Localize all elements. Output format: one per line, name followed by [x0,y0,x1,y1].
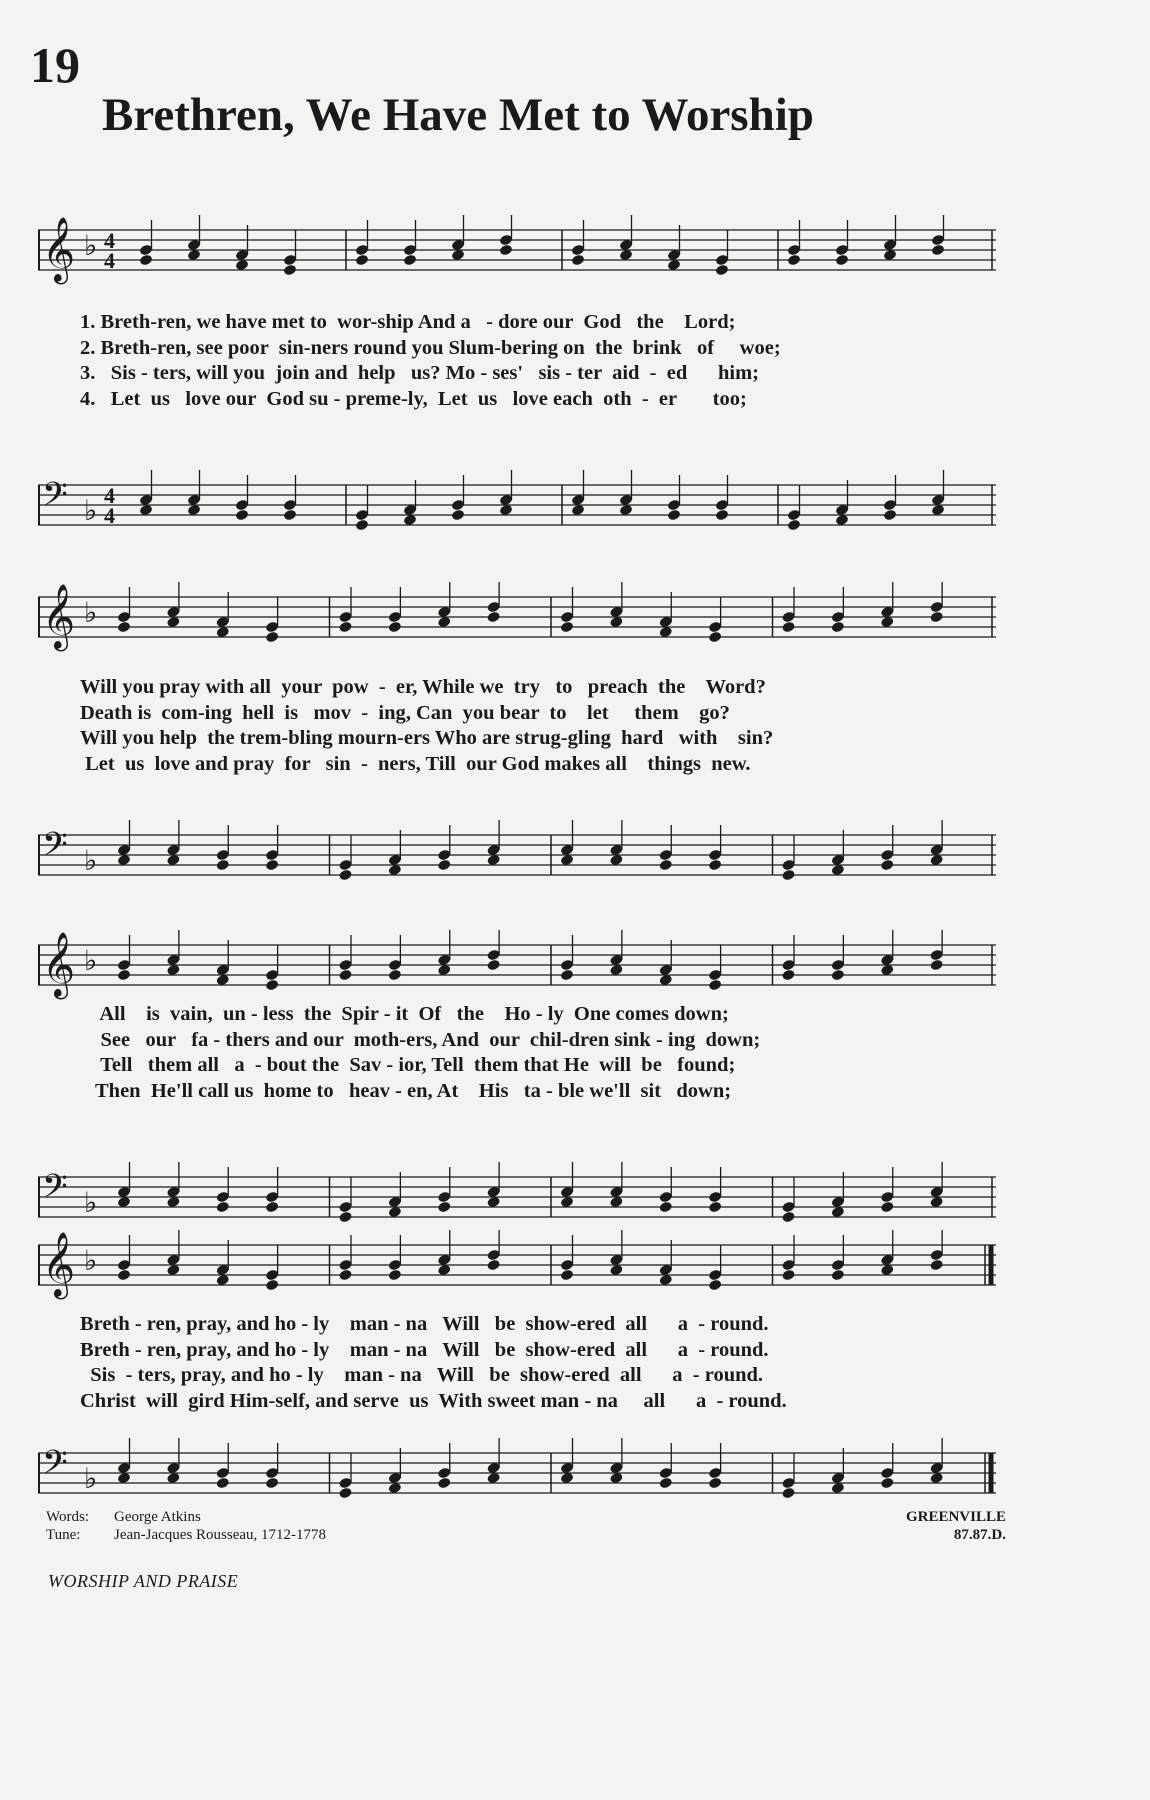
lyric-line: 2. Breth-ren, see poor sin-ners round you Slum-bering on the brink of woe; [80,336,781,359]
note-head [486,611,500,624]
flat-key-signature-icon: ♭ [84,1186,98,1219]
note-head [831,969,845,982]
lyric-line: 4. Let us love our God su - preme-ly, Let us love each oth - er too; [80,387,747,410]
flat-key-signature-icon: ♭ [84,944,98,977]
note-head [929,611,943,624]
verse-lyrics-system-2 [80,675,980,777]
flat-key-signature-icon: ♭ [84,1244,98,1277]
flat-key-signature-icon: ♭ [84,844,98,877]
lyric-line: Christ will gird Him-self, and serve us With sweet man - na all a - round. [80,1389,787,1412]
note-head [117,621,131,634]
lyric-line: Let us love and pray for sin - ners, Till our God makes all things new. [80,752,751,775]
note-head [708,859,722,872]
note-head [117,969,131,982]
lyric-line: All is vain, un - less the Spir - it Of the Ho - ly One comes down; [80,1003,729,1025]
lyric-line: Sis - ters, pray, and ho - ly man - na Will be show-ered all a - round. [80,1364,764,1386]
lyric-line: 1. Breth-ren, we have met to wor-ship And a - dore our God the Lord; [80,311,736,333]
note-head [437,1201,451,1214]
note-head [560,621,574,634]
note-head [338,1211,352,1224]
hymn-number: 19 [30,37,80,93]
note-head [571,254,585,267]
note-head [715,509,729,522]
time-signature-bottom: 4 [104,248,115,273]
bass-clef-icon: 𝄢 [42,1444,68,1490]
note-head [929,1259,943,1272]
lyric-line: 3. Sis - ters, will you join and help us? Mo - ses' sis - ter aid - ed him; [80,362,760,384]
note-head [265,1279,279,1292]
words-label: Words: [46,1509,89,1525]
note-head [388,621,402,634]
flat-key-signature-icon: ♭ [84,1462,98,1495]
flat-key-signature-icon: ♭ [84,229,98,262]
time-signature-top: 4 [104,228,115,253]
bass-clef-icon: 𝄢 [42,476,68,522]
tune-info [906,1508,1006,1544]
treble-staff-3 [38,930,998,1000]
tune-label: Tune: [46,1527,81,1543]
note-head [781,969,795,982]
note-head [216,1201,230,1214]
note-head [355,519,369,532]
treble-staff-2 [38,582,998,652]
treble-staff-1 [38,215,998,285]
note-head [139,254,153,267]
lyric-line: Tell them all a - bout the Sav - ior, Tell them that He will be found; [80,1054,736,1076]
note-head [117,1269,131,1282]
treble-clef-icon: 𝄞 [42,1232,76,1297]
bass-clef-icon: 𝄢 [42,826,68,872]
note-head [880,1201,894,1214]
time-signature-bottom: 4 [104,503,115,528]
section-label: WORSHIP AND PRAISE [48,1571,239,1591]
note-head [781,869,795,882]
bass-staff-2 [38,820,998,890]
note-head [486,959,500,972]
note-head [708,1477,722,1490]
note-head [880,1477,894,1490]
note-head [659,1477,673,1490]
note-head [708,979,722,992]
note-head [338,621,352,634]
note-head [499,244,513,257]
note-head [781,1269,795,1282]
note-head [437,1477,451,1490]
note-head [265,1201,279,1214]
bass-staff-3 [38,1162,998,1232]
note-head [781,1487,795,1500]
lyric-line: Breth - ren, pray, and ho - ly man - na Will be show-ered all a - round. [80,1313,769,1335]
note-head [265,859,279,872]
note-head [265,1477,279,1490]
treble-clef-icon: 𝄞 [42,217,76,282]
note-head [781,621,795,634]
bass-clef-icon: 𝄢 [42,1168,68,1214]
note-head [560,1269,574,1282]
note-head [486,1259,500,1272]
note-head [338,869,352,882]
note-head [235,509,249,522]
verse-lyrics-system-4 [80,1312,980,1414]
note-head [388,969,402,982]
credits [46,1508,326,1544]
note-head [880,859,894,872]
note-head [338,1487,352,1500]
lyric-line: Breth - ren, pray, and ho - ly man - na Will be show-ered all a - round. [80,1338,769,1361]
note-head [355,254,369,267]
hymn-title: Brethren, We Have Met to Worship [102,89,814,141]
lyric-line: Will you help the trem-bling mourn-ers Who are strug-gling hard with sin? [80,727,774,749]
bass-staff-4 [38,1438,998,1508]
verse-lyrics-system-1 [80,310,980,412]
treble-staff-4 [38,1230,998,1300]
tune-composer: Jean-Jacques Rousseau, 1712-1778 [114,1527,327,1543]
note-head [283,509,297,522]
note-head [831,621,845,634]
verse-lyrics-system-3 [80,1002,980,1104]
lyric-line: Will you pray with all your pow - er, While we try to preach the Word? [80,676,766,698]
note-head [929,959,943,972]
note-head [216,1477,230,1490]
flat-key-signature-icon: ♭ [84,596,98,629]
note-head [708,631,722,644]
note-head [931,244,945,257]
note-head [560,969,574,982]
treble-clef-icon: 𝄞 [42,932,76,997]
tune-name: GREENVILLE [905,1509,1006,1525]
note-head [338,1269,352,1282]
note-head [708,1279,722,1292]
bass-staff-1 [38,470,998,540]
note-head [265,631,279,644]
note-head [781,1211,795,1224]
note-head [659,859,673,872]
note-head [667,509,681,522]
meter: 87.87.D. [953,1527,1006,1543]
note-head [338,969,352,982]
note-head [883,509,897,522]
note-head [388,1269,402,1282]
note-head [216,859,230,872]
treble-clef-icon: 𝄞 [42,584,76,649]
note-head [787,519,801,532]
note-head [787,254,801,267]
note-head [835,254,849,267]
lyric-line: Then He'll call us home to heav - en, At His ta - ble we'll sit down; [80,1079,732,1102]
note-head [451,509,465,522]
note-head [265,979,279,992]
note-head [403,254,417,267]
lyric-line: See our fa - thers and our moth-ers, And our chil-dren sink - ing down; [80,1028,761,1051]
note-head [831,1269,845,1282]
note-head [708,1201,722,1214]
note-head [659,1201,673,1214]
words-author: George Atkins [114,1509,201,1525]
note-head [437,859,451,872]
flat-key-signature-icon: ♭ [84,494,98,527]
time-signature-top: 4 [104,483,115,508]
note-head [715,264,729,277]
lyric-line: Death is com-ing hell is mov - ing, Can you bear to let them go? [80,701,730,724]
note-head [283,264,297,277]
